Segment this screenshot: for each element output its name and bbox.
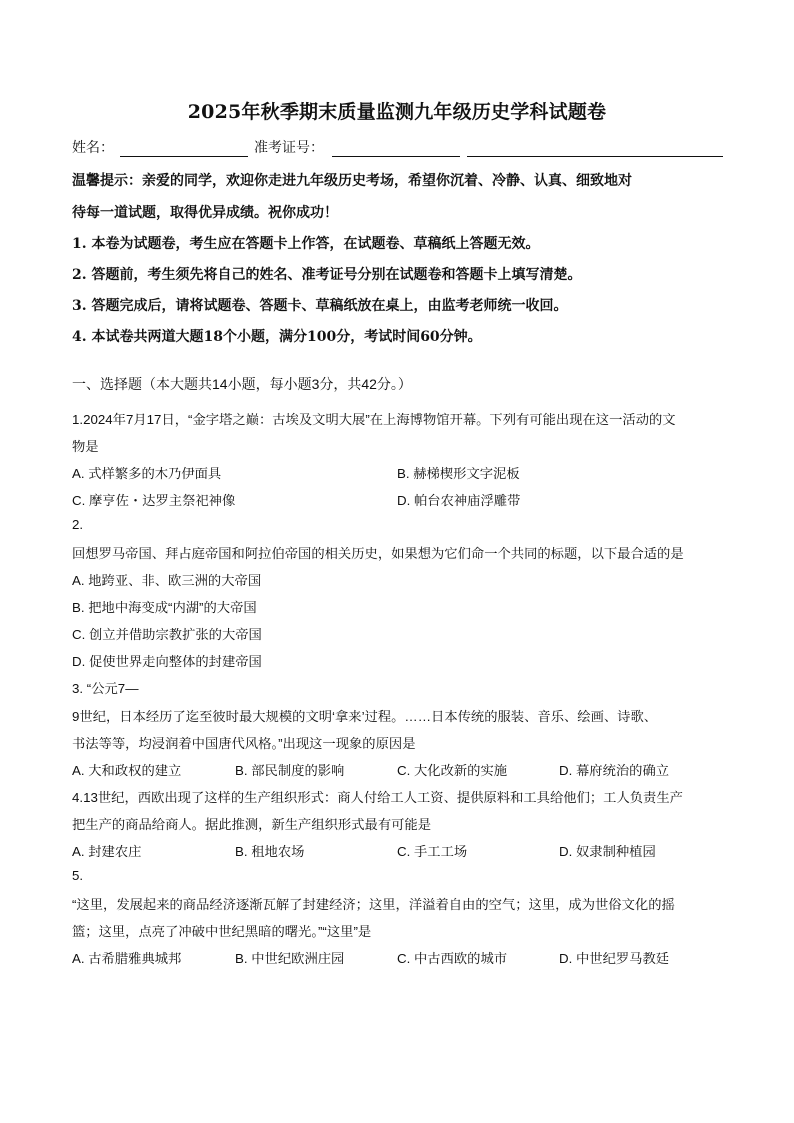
tips-rule: 2. 答题前，考生须先将自己的姓名、准考证号分别在试题卷和答题卡上填写清楚。 <box>72 267 582 283</box>
option-d[interactable]: D. 帕台农神庙浮雕带 <box>397 493 521 508</box>
option-b[interactable]: B. 租地农场 <box>235 844 305 859</box>
question-text: 回想罗马帝国、拜占庭帝国和阿拉伯帝国的相关历史，如果想为它们命一个共同的标题，以下最合适的是 <box>72 546 684 561</box>
question-number: 2. <box>72 517 84 532</box>
exam-number-label: 准考证号： <box>254 139 324 155</box>
option-a[interactable]: A. 式样繁多的木乃伊面具 <box>72 466 222 481</box>
option-b[interactable]: B. 赫梯楔形文字泥板 <box>397 466 520 481</box>
extra-blank-line[interactable] <box>467 156 723 157</box>
tips-rule: 4. 本试卷共两道大题18个小题，满分100分，考试时间60分钟。 <box>72 329 482 345</box>
option-d[interactable]: D. 中世纪罗马教廷 <box>559 951 670 966</box>
tips-rule: 3. 答题完成后，请将试题卷、答题卡、草稿纸放在桌上，由监考老师统一收回。 <box>72 298 568 314</box>
question-text: 4.13世纪，西欧出现了这样的生产组织形式：商人付给工人工资、提供原料和工具给他们；工人负责生产 <box>72 790 683 805</box>
question-number: 5. <box>72 868 84 883</box>
option-c[interactable]: C. 手工工场 <box>397 844 468 859</box>
option-b[interactable]: B. 中世纪欧洲庄园 <box>235 951 345 966</box>
option-d[interactable]: D. 幕府统治的确立 <box>559 763 670 778</box>
option-a[interactable]: A. 地跨亚、非、欧三洲的大帝国 <box>72 573 262 588</box>
option-d[interactable]: D. 奴隶制种植园 <box>559 844 656 859</box>
question-text: 3. “公元7— <box>72 681 139 696</box>
option-b[interactable]: B. 部民制度的影响 <box>235 763 345 778</box>
question-text: 1.2024年7月17日，“金字塔之巅：古埃及文明大展”在上海博物馆开幕。下列有可能出现在这一活动的文 <box>72 412 676 427</box>
option-a[interactable]: A. 封建农庄 <box>72 844 142 859</box>
question-text: 9世纪，日本经历了迄至彼时最大规模的文明‘拿来’过程。……日本传统的服装、音乐、绘画、诗歌、 <box>72 709 658 724</box>
candidate-info-row <box>72 137 724 159</box>
exam-title: 2025年秋季期末质量监测九年级历史学科试题卷 <box>187 101 607 123</box>
option-c[interactable]: C. 创立并借助宗教扩张的大帝国 <box>72 627 262 642</box>
option-b[interactable]: B. 把地中海变成“内湖”的大帝国 <box>72 600 257 615</box>
option-d[interactable]: D. 促使世界走向整体的封建帝国 <box>72 654 262 669</box>
question-text: 把生产的商品给商人。据此推测，新生产组织形式最有可能是 <box>72 817 432 832</box>
option-a[interactable]: A. 古希腊雅典城邦 <box>72 951 182 966</box>
option-a[interactable]: A. 大和政权的建立 <box>72 763 182 778</box>
option-c[interactable]: C. 大化改新的实施 <box>397 763 508 778</box>
tips-line: 温馨提示：亲爱的同学，欢迎你走进九年级历史考场，希望你沉着、冷静、认真、细致地对 <box>72 173 632 189</box>
section-heading: 一、选择题（本大题共14小题，每小题3分，共42分。） <box>72 376 412 392</box>
tips-line: 待每一道试题，取得优异成绩。祝你成功！ <box>72 205 338 221</box>
name-blank-line[interactable] <box>120 156 248 157</box>
question-text: 物是 <box>72 439 99 454</box>
exam-number-blank-line[interactable] <box>332 156 460 157</box>
tips-rule: 1. 本卷为试题卷，考生应在答题卡上作答，在试题卷、草稿纸上答题无效。 <box>72 236 540 252</box>
name-label: 姓名： <box>72 139 114 155</box>
question-text: 篮；这里，点亮了冲破中世纪黑暗的曙光。”“这里”是 <box>72 924 372 939</box>
question-text: “这里，发展起来的商品经济逐渐瓦解了封建经济；这里，洋溢着自由的空气；这里，成为世俗文化的摇 <box>72 897 675 912</box>
question-text: 书法等等，均浸润着中国唐代风格。”出现这一现象的原因是 <box>72 736 416 751</box>
option-c[interactable]: C. 中古西欧的城市 <box>397 951 508 966</box>
option-c[interactable]: C. 摩亨佐・达罗主祭祀神像 <box>72 493 236 508</box>
